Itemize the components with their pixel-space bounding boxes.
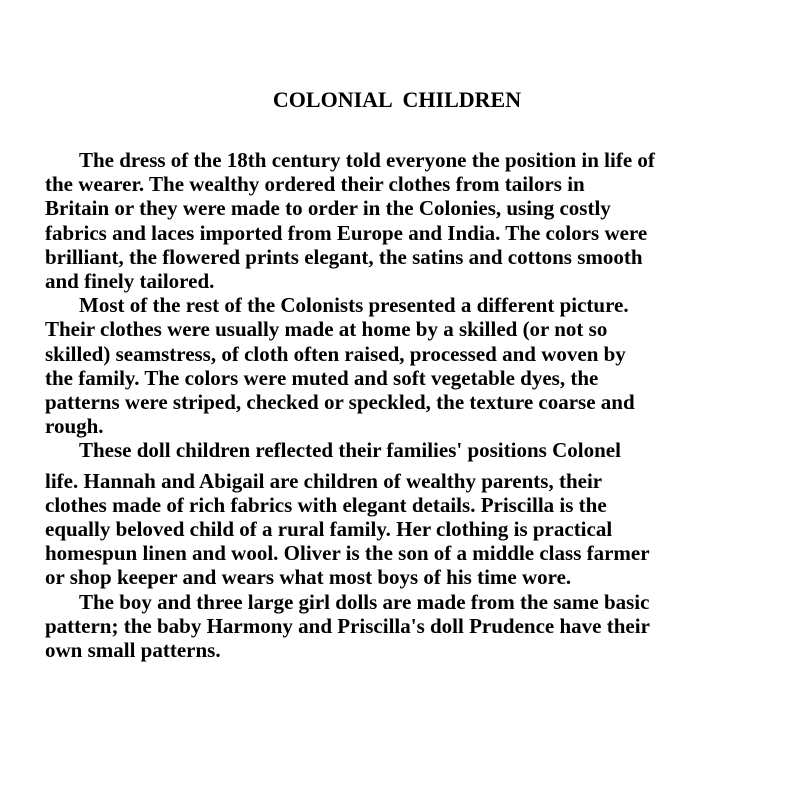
text-line: or shop keeper and wears what most boys of his time wore. [45, 565, 572, 590]
paragraph-rest-of-colonists [45, 293, 775, 438]
text-line: Their clothes were usually made at home by a skilled (or not so [45, 317, 608, 342]
text-line: fabrics and laces imported from Europe and India. The colors were [45, 220, 648, 245]
document-body [45, 148, 775, 662]
text-line: rough. [45, 414, 104, 439]
text-line: equally beloved child of a rural family. Her clothing is practical [45, 517, 613, 542]
text-line: Most of the rest of the Colonists presented a different picture. [79, 293, 629, 318]
text-line: patterns were striped, checked or speckled, the texture coarse and [45, 390, 635, 415]
text-line: Britain or they were made to order in the Colonies, using costly [45, 196, 611, 221]
paragraph-dress-of-18th-century [45, 148, 775, 293]
text-line: the wearer. The wealthy ordered their clothes from tailors in [45, 172, 585, 197]
text-line: own small patterns. [45, 638, 221, 663]
text-line: the family. The colors were muted and soft vegetable dyes, the [45, 365, 599, 390]
text-line: clothes made of rich fabrics with elegant details. Priscilla is the [45, 492, 607, 517]
text-line: brilliant, the flowered prints elegant, the satins and cottons smooth [45, 244, 643, 269]
page-title: COLONIAL CHILDREN [272, 87, 522, 112]
text-line: These doll children reflected their families' positions Colonel [79, 438, 621, 463]
text-line: and finely tailored. [45, 269, 215, 294]
text-line: The dress of the 18th century told everyone the position in life of [79, 148, 655, 172]
text-line: life. Hannah and Abigail are children of wealthy parents, their [45, 468, 603, 493]
text-line: pattern; the baby Harmony and Priscilla's doll Prudence have their [45, 613, 650, 638]
paragraph-doll-children [45, 438, 775, 589]
text-line: homespun linen and wool. Oliver is the son of a middle class farmer [45, 541, 650, 566]
text-line: skilled) seamstress, of cloth often raised, processed and woven by [45, 341, 626, 366]
text-line: The boy and three large girl dolls are made from the same basic [79, 589, 650, 614]
paragraph-patterns [45, 590, 775, 663]
